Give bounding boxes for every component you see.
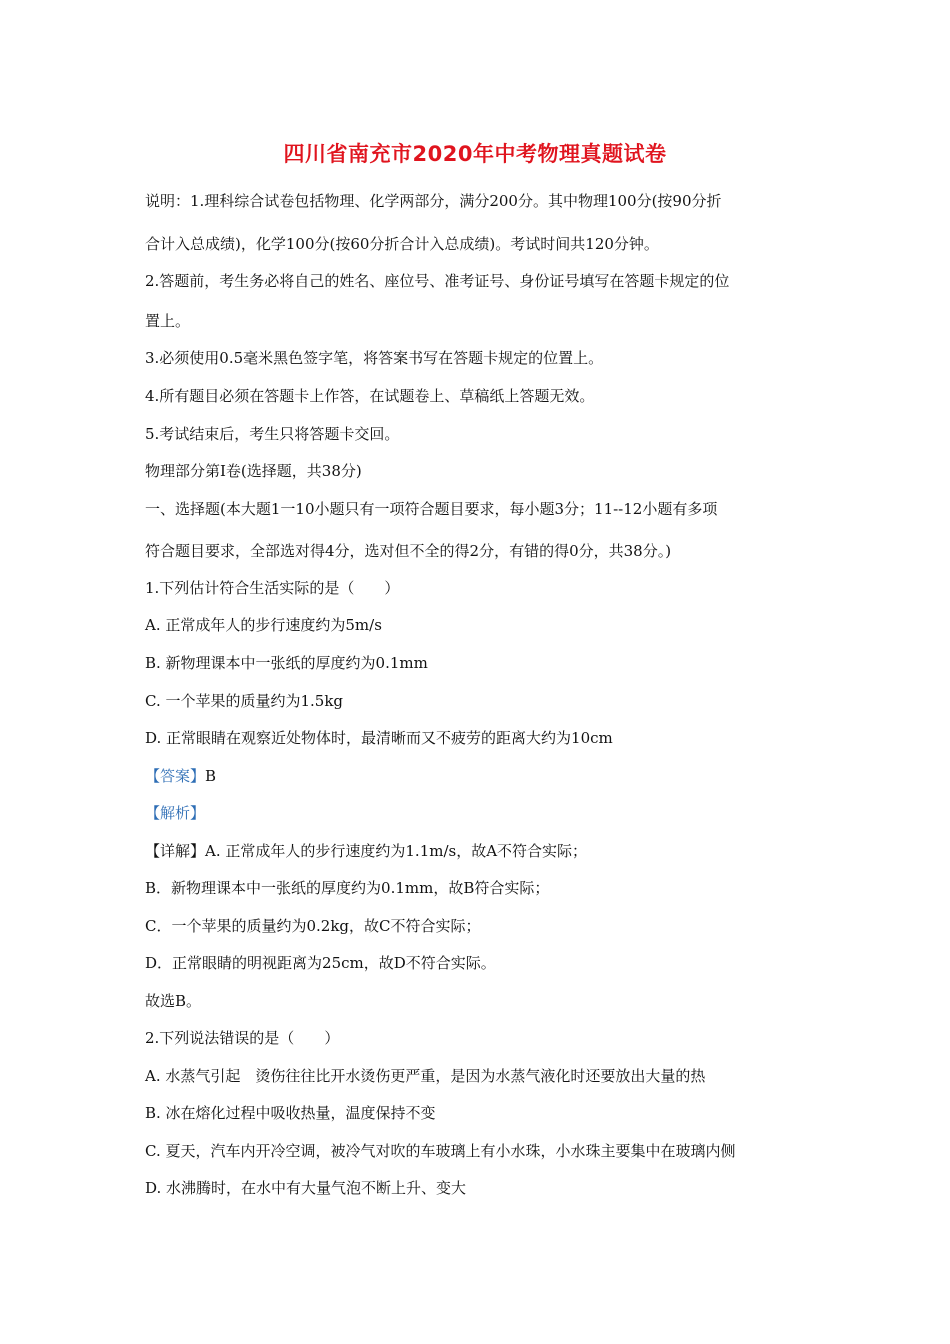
option-a: A. 正常成年人的步行速度约为5m/s <box>145 616 382 634</box>
question-2: 2.下列说法错误的是（ ） <box>145 1029 340 1047</box>
text-line: 4.所有题目必须在答题卡上作答，在试题卷上、草稿纸上答题无效。 <box>145 387 595 405</box>
option-d: D. 正常眼睛在观察近处物体时，最清晰而又不疲劳的距离大约为10cm <box>145 729 613 747</box>
option-c: C. 一个苹果的质量约为1.5kg <box>145 692 344 710</box>
text-line: 2.答题前，考生务必将自己的姓名、座位号、准考证号、身份证号填写在答题卡规定的位 <box>145 272 730 290</box>
option-b: B. 新物理课本中一张纸的厚度约为0.1mm <box>145 654 428 672</box>
text-line: 合计入总成绩)，化学100分(按60分折合计入总成绩)。考试时间共120分钟。 <box>145 235 659 253</box>
option-d: D. 水沸腾时，在水中有大量气泡不断上升、变大 <box>145 1179 467 1197</box>
text-line: 一、选择题(本大题1一10小题只有一项符合题目要求，每小题3分；11--12小题有多项 <box>145 500 718 518</box>
answer-line <box>145 766 216 786</box>
text-line: B．新物理课本中一张纸的厚度约为0.1mm，故B符合实际； <box>145 879 550 897</box>
document-title: 四川省南充市2020年中考物理真题试卷 <box>283 142 667 166</box>
text-line: 5.考试结束后，考生只将答题卡交回。 <box>145 425 400 443</box>
detail-label: 【详解】 <box>145 842 206 860</box>
question-1: 1.下列估计符合生活实际的是（ ） <box>145 579 400 597</box>
text-line: 置上。 <box>145 312 191 330</box>
detail-line <box>145 841 587 861</box>
answer-value: B <box>205 767 217 785</box>
text-line: C．一个苹果的质量约为0.2kg，故C不符合实际； <box>145 917 481 935</box>
analysis-label: 【解析】 <box>145 804 206 822</box>
detail-text: A. 正常成年人的步行速度约为1.1m/s，故A不符合实际； <box>205 842 588 860</box>
text-line: 3.必须使用0.5毫米黑色签字笔，将答案书写在答题卡规定的位置上。 <box>145 349 604 367</box>
text-line: D．正常眼睛的明视距离为25cm，故D不符合实际。 <box>145 954 496 972</box>
text-line: 说明：1.理科综合试卷包括物理、化学两部分，满分200分。其中物理100分(按90分折 <box>145 192 722 210</box>
text-line: 符合题目要求，全部选对得4分，选对但不全的得2分，有错的得0分，共38分。) <box>145 542 672 560</box>
option-b: B. 冰在熔化过程中吸收热量，温度保持不变 <box>145 1104 436 1122</box>
option-a: A. 水蒸气引起 烫伤往往比开水烫伤更严重，是因为水蒸气液化时还要放出大量的热 <box>145 1067 706 1085</box>
option-c: C. 夏天，汽车内开冷空调，被冷气对吹的车玻璃上有小水珠，小水珠主要集中在玻璃内侧 <box>145 1142 736 1160</box>
answer-label: 【答案】 <box>145 767 206 785</box>
text-line: 故选B。 <box>145 992 202 1010</box>
section-heading: 物理部分第Ⅰ卷(选择题，共38分) <box>145 462 362 480</box>
